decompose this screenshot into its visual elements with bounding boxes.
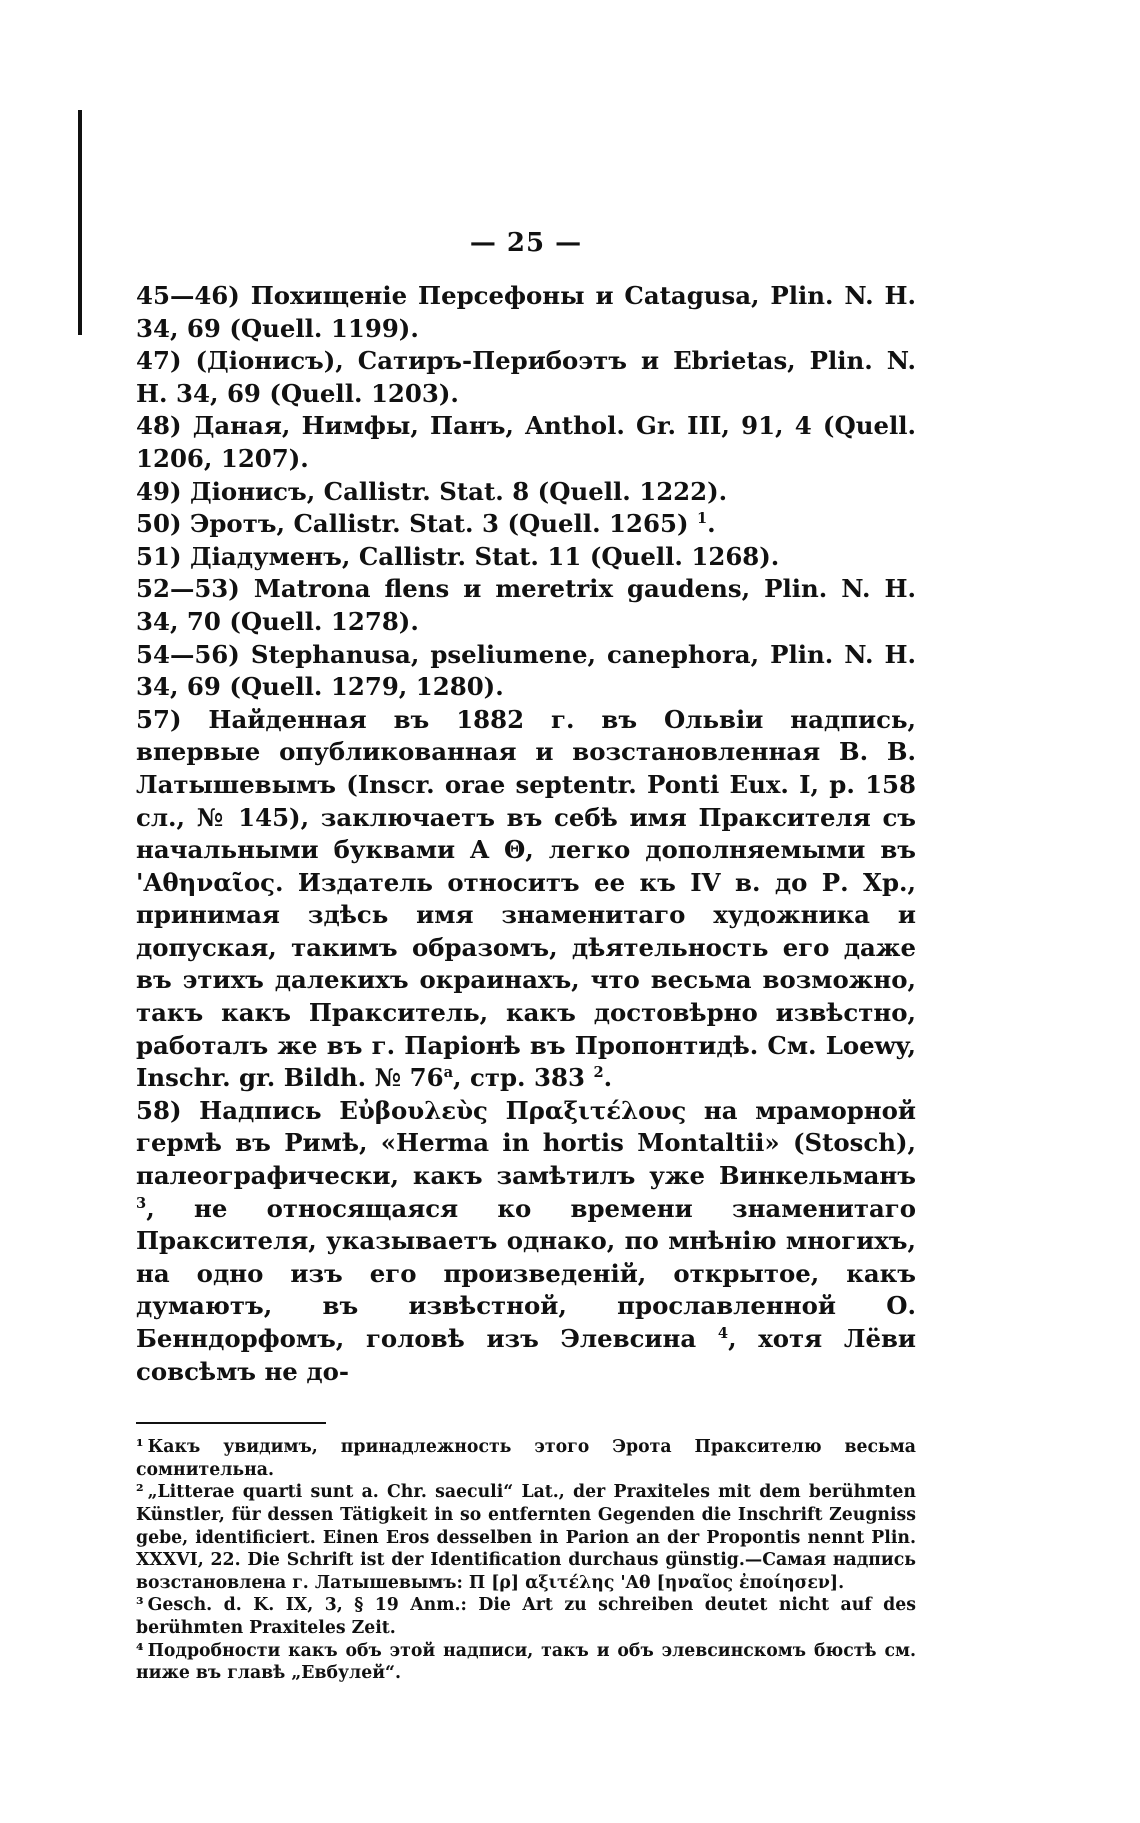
footnote-mark: ²	[136, 1482, 144, 1503]
entry-48: 48) Даная, Нимфы, Панъ, Anthol. Gr. III, 91, 4 (Quell. 1206, 1207).	[136, 411, 916, 473]
entry-47: 47) (Діонисъ), Сатиръ-Перибоэтъ и Ebrietas, Plin. N. H. 34, 69 (Quell. 1203).	[136, 346, 916, 408]
entry-54-56: 54—56) Stephanusa, pseliumene, canephora, Plin. N. H. 34, 69 (Quell. 1279, 1280).	[136, 639, 916, 702]
entry-51: 51) Діадуменъ, Callistr. Stat. 11 (Quell. 1268).	[136, 541, 780, 571]
footnote-ref-4: 4	[717, 1324, 729, 1342]
footnote-2: ² „Litterae quarti sunt a. Chr. saeculi“ Lat., der Praxiteles mit dem berühmten Künstler, für dessen Tätigkeit in so entfernten Gegenden die Inschrift Zeugniss gebe, identificiert. Einen Eros desselben in Parion an der Propontis nennt Plin. XXXVI, 22. Die Schrift ist der Identification durchaus günstig.—Самая надпись возстановлена г. Латышевымъ: Π [ρ] αξιτέλης 'Αθ [ηναῖος ἐποίησεν].	[136, 1482, 916, 1593]
footnote-4: ⁴ Подробности какъ объ этой надписи, такъ и объ элевсинскомъ бюстѣ см. ниже въ главѣ „Евбулей“.	[136, 1640, 916, 1684]
footnote-mark: ¹	[136, 1437, 144, 1458]
footnote-ref-1: 1	[696, 510, 708, 528]
entry-58: 58) Надпись Εὐβουλεὺς Πραξιτέλους на мраморной гермѣ въ Римѣ, «Herma in hortis Montaltii» (Stosch), палеографически, какъ замѣтилъ уже Винкельманъ $^3$, не относящаяся ко времени знаменитаго Праксителя, указываетъ однако, по мнѣнію многихъ, на одно изъ его произведеній, открытое, какъ думаютъ, въ извѣстной, прославленной О. Бенндорфомъ, головѣ изъ Элевсина $^4$, хотя Лёви совсѣмъ не до-	[136, 1095, 916, 1386]
footnote-3: ³ Gesch. d. K. IX, 3, § 19 Anm.: Die Art zu schreiben deutet nicht auf des berühmten Praxiteles Zeit.	[136, 1595, 916, 1638]
entry-50: 50) Эротъ, Callistr. Stat. 3 (Quell. 1265) $^1$.	[136, 509, 716, 539]
page-number: — 25 —	[469, 228, 583, 258]
footnote-1: ¹ Какъ увидимъ, принадлежность этого Эрота Праксителю весьма сомнительна.	[136, 1437, 916, 1480]
superscript-a: a	[443, 1064, 454, 1082]
book-page	[136, 228, 916, 1685]
footnote-mark: ⁴	[136, 1640, 144, 1661]
entry-49: 49) Діонисъ, Callistr. Stat. 8 (Quell. 1222).	[136, 476, 728, 506]
footnote-mark: ³	[136, 1595, 144, 1616]
footnote-ref-3: 3	[136, 1194, 147, 1212]
entry-52-53: 52—53) Matrona flens и meretrix gaudens, Plin. N. H. 34, 70 (Quell. 1278).	[136, 574, 916, 636]
entry-45-46: 45—46) Похищеніе Персефоны и Catagusa, Plin. N. H. 34, 69 (Quell. 1199).	[136, 281, 916, 343]
margin-vertical-rule	[78, 110, 82, 335]
entry-57: 57) Найденная въ 1882 г. въ Ольвіи надпись, впервые опубликованная и возстановленная В. В. Латышевымъ (Inscr. orae septentr. Ponti Eux. I, p. 158 сл., № 145), заключаетъ въ себѣ имя Праксителя съ начальными буквами Α Θ, легко дополняемыми въ 'Αθηναῖος. Издатель относитъ ее къ IV в. до Р. Хр., принимая здѣсь имя знаменитаго художника и допуская, такимъ образомъ, дѣятельность его даже въ этихъ далекихъ окраинахъ, что весьма возможно, такъ какъ Пракситель, какъ достовѣрно извѣстно, работалъ же въ г. Паріонѣ въ Пропонтидѣ. См. Loewy, Inschr. gr. Bildh. № 76$^a$, стр. 383 $^2$.	[136, 704, 916, 1093]
footnote-separator	[136, 1422, 326, 1424]
footnote-ref-2: 2	[593, 1064, 604, 1082]
